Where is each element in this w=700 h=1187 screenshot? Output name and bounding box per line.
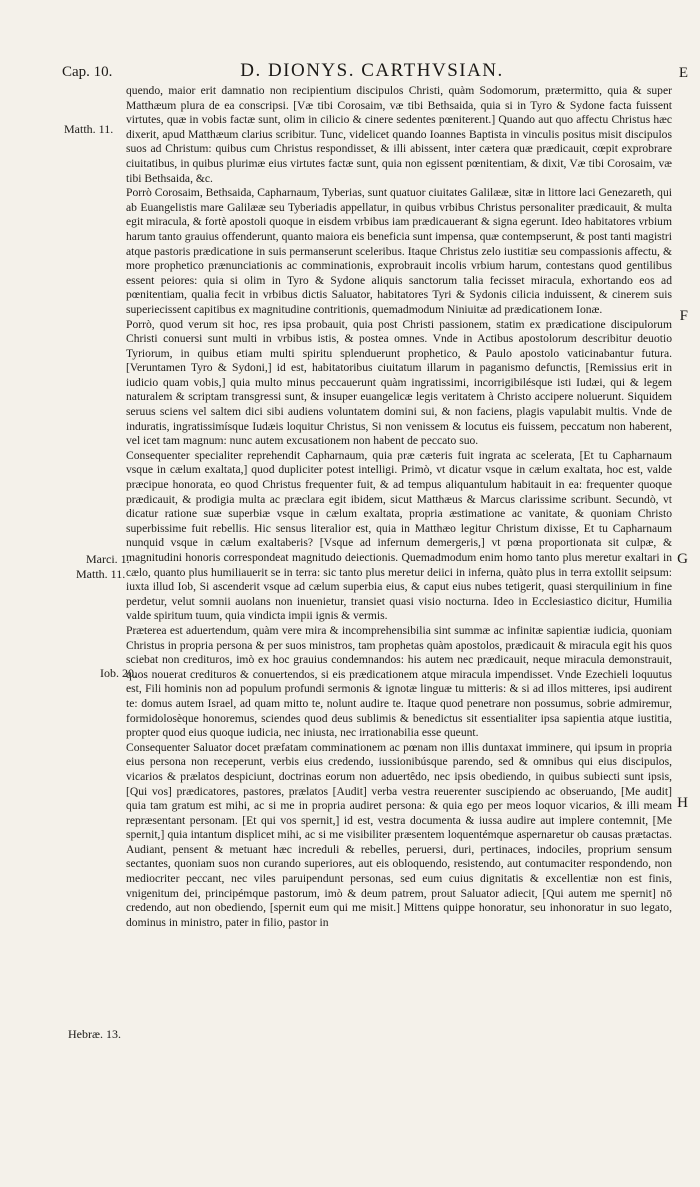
paragraph: Consequenter Saluator docet præfatam comminationem ac pœnam non illis duntaxat imminere, qui ipsum in propria eius persona non receperunt, verbis eius credendo, iussionibúsque parendo, sed & omnibus qui eius discipulos, vicarios & prælatos despiciunt, doctrinas eorum non aduertêdo, nec ipsis obediendo, in quibus subiecti sunt ipsis, [Qui vos] prædicatores, pastores, prælatos [Audit] verba vestra reuerenter suscipiendo ac obseruando, [Me audit] quia tam gratum est mihi, ac si me in propria audiret persona: & quia ego per meos loquor vicarios, & illi meam repræsentant personam. [Et qui vos spernit,] id est, vestra documenta & iussa audire aut implere contemnit, [Me spernit,] quia intantum displicet mihi, ac si me visibiliter præsentem loquentémque aspernaretur ob causas prætactas. Audiant, pensent & metuant hæc increduli & rebelles, peruersi, duri, pertinaces, indociles, proprium sensum sectantes, quoniam suos non curando superiores, aut eis obloquendo, resistendo, aut contumaciter respondendo, non mediocriter peccant, nec viles paruipendunt personas, sed eum cuius dignitatis & excellentiæ non est finis, vnigenitum dei, principémque pastorum, imò & deum patrem, prout Saluator adiecit, [Qui autem me spernit] nō credendo, aut non obediendo, [spernit eum qui me misit.] Mittens quippe honoratur, seu inhonoratur in suo legato, dominus in ministro, pater in filio, pastor in — [126, 740, 672, 929]
margin-letter-h: H — [677, 795, 688, 811]
paragraph: quendo, maior erit damnatio non recipientium discipulos Christi, quàm Sodomorum, prætermitto, quia & super Matthæum plura de ea conscripsi. [Væ tibi Corosaim, væ tibi Bethsaida, quia si in Tyro & Sydone facta fuissent virtutes, quæ in vobis factæ sunt, olim in cilicio & cinere sedentes pœniterent.] Quando aut quo affectu Christus hæc dixerit, apud Matthæum clarius scribitur. Tunc, videlicet quando Ioannes Baptista in vinculis positus misit discipulos suos ad Christum: quibus cum Christus respondisset, & illi abissent, inter cætera quæ prædicauit, cœpit exprobrare ciuitatibus, in quibus plurimæ eius virtutes factæ sunt, quia non egissent pœnitentiam, & dixit, Væ tibi Corosaim, væ tibi Bethsaida, &c. — [126, 84, 672, 185]
chapter-label: Cap. 10. — [62, 64, 113, 80]
paragraph: Præterea est aduertendum, quàm vere mira & incomprehensibilia sint summæ ac infinitæ sapientiæ iudicia, quoniam Christus in propria persona & per suos ministros, tam prophetas quàm apostolos, prædicauit & miracula egit his quos sciebat non credituros, imò ex hoc grauius condemnandos: his autem nec prædicauit, neque miracula demonstrauit, quos nouerat credituros & conuertendos, si eis prædicationem atque miracula impendisset. Vnde Ezechieli loquutus est, Fili hominis non ad populum profundi sermonis & ignotæ linguæ tu mitteris: & si ad illos mitteres, ipsi audirent te: domus autem Israel, ad quam mitto te, nolunt audire te. Itaque quod penetrare non possumus, sobrie admiremur, formidolosèque honoremus, sciendes quod deus sublimis & benedictus sit essentialiter ipsa sapientia atque iustitia, propter quod eius quoque iudicia, nec iniusta, nec irrationabilia esse queunt. — [126, 623, 672, 740]
paragraph: Porrò, quod verum sit hoc, res ipsa probauit, quia post Christi passionem, statim ex prædicatione discipulorum Christi conuersi sunt multi in vrbibus istis, & postea omnes. Vnde in Actibus apostolorum describitur deuotio Tyriorum, in quibus etiam multi spiritu splenduerunt prophetico, & Paulo apostolo vaticinabantur futura. [Veruntamen Tyro & Sydoni,] id est, habitatoribus ciuitatum illarum in paganismo defunctis, [Remissius erit in iudicio quam vobis,] quia multo minus peccauerunt quàm ingratissimi, incorrigibilésque isti Iudæi, qui & legem naturalem & scriptam transgressi sunt, & insuper euangelicæ legis veritatem à Christo accipere noluerunt. Siquidem seruus sciens vel saltem dici sibi audiens voluntatem domini sui, & non faciens, plagis vapulabit multis. Vnde de induratis, ingratissimísque Iudæis loquitur Christus, Si non venissem & locutus eis fuissem, peccatum non haberent, vel icet tam magnum: nunc autem excusationem non habent de peccato suo. — [126, 317, 672, 448]
margin-note-matth-11-b: Matth. 11. — [76, 567, 126, 581]
margin-note-iob-20: Iob. 20. — [100, 666, 137, 680]
margin-note-marci-1: Marci. 1. — [86, 552, 130, 566]
page-header — [62, 60, 682, 84]
margin-letter-g: G — [677, 551, 688, 567]
running-title: D. DIONYS. CARTHVSIAN. — [240, 60, 504, 81]
margin-note-hebr-13: Hebræ. 13. — [68, 1027, 121, 1041]
paragraph: Porrò Corosaim, Bethsaida, Capharnaum, Tyberias, sunt quatuor ciuitates Galilææ, sitæ in littore laci Genezareth, qui ab Euangelistis mare Galilææ seu Tyberiadis appellatur, in quibus vrbibus Christus personaliter prædicauit, & multa egit miracula, & fortè apostoli quoque in eisdem vrbibus iam prædicauerant & signa egerunt. Ideo habitatores vrbium harum tanto grauius offenderunt, quanto maiora eis beneficia sunt impensa, quæ contempserunt, & post tanti magistri atque pastoris prædicatione in suis permanserunt sceleribus. Itaque Christus zelo iustitiæ seu compassionis affectu, & more prophetico prænunciationis ac comminationis, exprobrauit incolis vrbium harum, contestans quod gentilibus essent peiores: quia si olim in Tyro & Sydone aliquis sanctorum talia fecisset miracula, exhortando eos ad pœnitentiam, qualia fecit in vrbibus dictis Saluator, habitatores Tyri & Sydonis cilicia induissent, & cinerem suis superiecissent capitibus ex magnitudine contritionis, quemadmodum Niniuitæ ad prædicationem Ionæ. — [126, 186, 672, 316]
body-text — [126, 84, 672, 930]
margin-note-matth-11-a: Matth. 11. — [64, 122, 114, 136]
margin-letter-f: F — [679, 308, 688, 324]
paragraph: Consequenter specialiter reprehendit Capharnaum, quia præ cæteris fuit ingrata ac scelerata, [Et tu Capharnaum vsque in cælum exaltata,] quod dupliciter potest intelligi. Primò, vt dicatur vsque in cælum exaltata, hoc est, valde præcipue honorata, eo quod Christus frequenter fuit, & ad tempus aliquantulum habitauit in ea: frequenter quoque prædicauit, & prodigia multa ac præclara egit ibidem, sicut Matthæus & Marcus clarissime scribunt. Secundò, vt dicatur ratione suæ superbiæ vsque in cælum exaltata, propria æstimatione ac vanitate, & quoniam Christo superbissime fuit rebellis. Hic sensus literalior est, quia in Matthæo legitur Christum dixisse, Et tu Capharnaum nunquid vsque in cælum exaltaberis? [Vsque ad infernum demergeris,] vt pœna proportionata sit culpæ, & magnitudini honoris correspondeat magnitudo deiectionis. Quemadmodum enim homo tanto plus meretur exaltari in cælo, quanto plus humiliauerit se in terra: sic tanto plus meretur deiici in inferna, quàto plus in terra extollit seipsum: iuxta illud Iob, Si ascenderit vsque ad cælum superbia eius, & caput eius nubes tetigerit, quasi sterquilinium in fine perdetur, velut somnii auolans non inuenietur, transiet quasi visio nocturna. Ideo in Ecclesiastico dicitur, Humilia valde spiritum tuum, quia vindicta impii ignis & vermis. — [126, 448, 672, 623]
margin-letter-e: E — [678, 65, 688, 81]
